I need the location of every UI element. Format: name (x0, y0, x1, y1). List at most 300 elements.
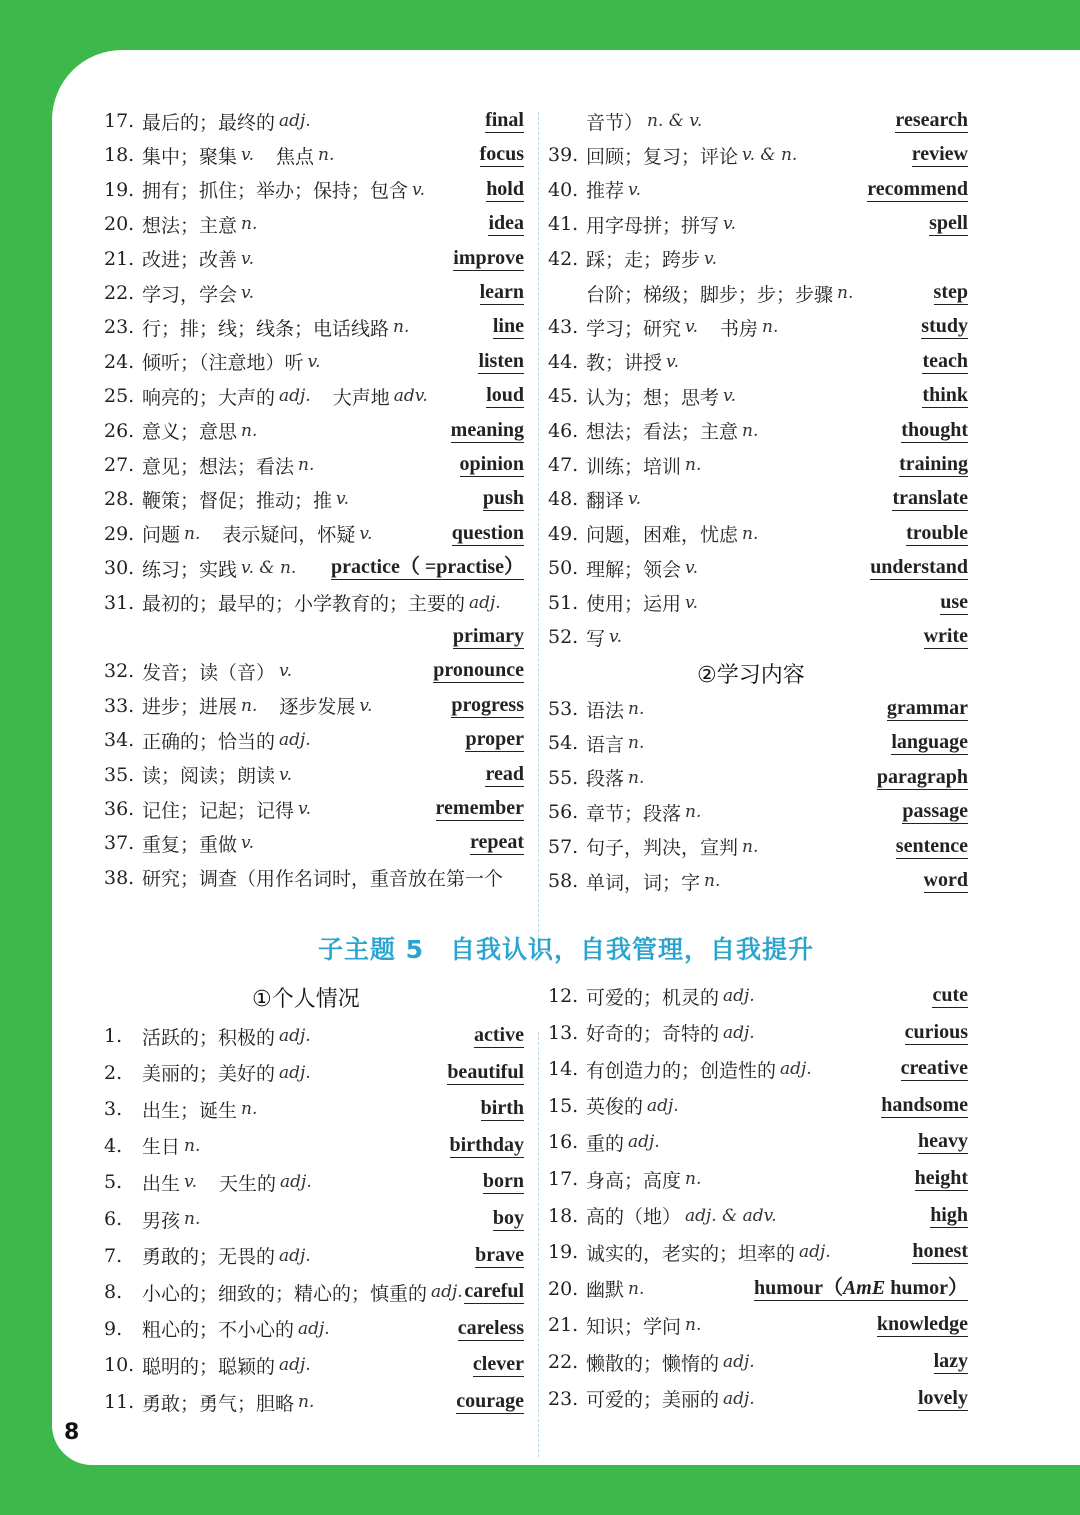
entry-number: 41. (548, 213, 579, 236)
english-word: cute (932, 984, 968, 1006)
part-of-speech: n. (393, 317, 410, 338)
vocab-entry (548, 694, 968, 724)
chinese-meaning: 表示疑问，怀疑 (222, 524, 356, 547)
vocab-entry (104, 278, 524, 308)
vocab-entry (548, 622, 968, 652)
entry-number: 20. (104, 213, 135, 236)
chinese-meaning: 研究；调查（用作名词时，重音放在第一个 (142, 868, 504, 891)
topic-title: 子主题 5 自我认识，自我管理，自我提升 (317, 935, 815, 964)
english-word: word (923, 869, 968, 891)
english-word: passage (902, 800, 968, 823)
part-of-speech: n. (628, 1278, 645, 1299)
english-word: loud (486, 384, 524, 407)
vocab-entry (548, 416, 968, 446)
english-word: heavy (918, 1130, 968, 1153)
part-of-speech: n. (298, 455, 315, 475)
entry-number: 57. (548, 835, 579, 858)
vocab-entry (104, 175, 524, 205)
english-word: brave (475, 1243, 524, 1266)
part-of-speech: v. (723, 386, 737, 407)
entry-number: 10. (104, 1354, 135, 1377)
chinese-meaning: 可爱的；美丽的 (586, 1389, 720, 1412)
english-word: honest (912, 1240, 968, 1263)
part-of-speech: adj. (279, 1026, 311, 1046)
vocab-entry (548, 1384, 968, 1414)
chinese-meaning: 倾听；（注意地）听 (142, 352, 304, 375)
chinese-meaning: 鞭策；督促；推动；推 (142, 489, 333, 512)
chinese-meaning: 用字母拼；拼写 (586, 214, 720, 237)
entry-number: 37. (104, 832, 135, 855)
part-of-speech: v. (241, 248, 255, 269)
vocab-entry (104, 1241, 524, 1271)
page (52, 50, 1080, 1465)
entry-number: 21. (548, 1314, 579, 1337)
part-of-speech: adj. (279, 111, 311, 131)
entry-number: 22. (104, 282, 135, 304)
vocab-entry (104, 1131, 524, 1161)
english-word: use (940, 590, 968, 613)
part-of-speech: adj. (279, 1062, 311, 1083)
vocab-entry (548, 1054, 968, 1084)
chinese-meaning: 认为；想；思考 (586, 386, 720, 409)
english-word: lazy (933, 1350, 968, 1372)
entry-number: 58. (548, 870, 579, 892)
part-of-speech: n. (742, 523, 759, 544)
entry-number: 47. (548, 454, 579, 476)
vocab-entry (104, 760, 524, 790)
column-divider (538, 112, 539, 942)
english-word: push (482, 487, 524, 510)
chinese-meaning: 好奇的；奇特的 (586, 1023, 720, 1046)
english-word: learn (479, 281, 524, 303)
part-of-speech: n. (685, 1315, 702, 1336)
part-of-speech: v. (609, 627, 623, 647)
chinese-meaning: 正确的；恰当的 (142, 730, 276, 753)
vocab-entry (548, 278, 968, 308)
english-word: thought (901, 418, 968, 441)
chinese-meaning: 勇敢的；无畏的 (142, 1246, 276, 1269)
entry-number: 56. (548, 801, 579, 824)
entry-number: 12. (548, 985, 579, 1007)
chinese-meaning: 知识；学问 (586, 1315, 682, 1338)
part-of-speech: n. (184, 1209, 201, 1229)
page-number: 8 (64, 1420, 80, 1445)
english-word: line (492, 315, 524, 338)
vocab-entry (548, 1347, 968, 1377)
vocab-entry (548, 484, 968, 514)
entry-number: 54. (548, 732, 579, 755)
chinese-meaning: 段落 (586, 768, 625, 791)
vocab-entry (548, 347, 968, 377)
entry-number: 1. (104, 1025, 123, 1047)
entry-number: 40. (548, 178, 579, 201)
vocab-entry (548, 140, 968, 170)
vocab-entry (104, 347, 524, 377)
english-word: knowledge (876, 1313, 968, 1336)
entry-number: 55. (548, 766, 579, 789)
chinese-meaning: 单词，词；字 (586, 871, 701, 894)
vocab-entry (548, 209, 968, 239)
english-word: focus (479, 143, 524, 166)
entry-number: 46. (548, 419, 579, 442)
chinese-meaning: 天生的 (219, 1172, 277, 1195)
part-of-speech: adj. (431, 1282, 463, 1303)
vocab-entry (548, 763, 968, 793)
chinese-meaning: 有创造力的；创造性的 (586, 1059, 777, 1082)
entry-number: 5. (104, 1171, 123, 1194)
chinese-meaning: 想法；主意 (142, 214, 238, 237)
part-of-speech: adj. (628, 1132, 660, 1153)
entry-number: 9. (104, 1317, 123, 1340)
part-of-speech: adv. (393, 386, 428, 407)
chinese-meaning: 重复；重做 (142, 833, 238, 856)
english-word: boy (492, 1207, 524, 1229)
english-word: understand (870, 556, 968, 579)
entry-number: 18. (104, 144, 135, 167)
entry-number: 35. (104, 763, 135, 786)
part-of-speech: adj. (723, 1022, 755, 1043)
entry-number: 23. (548, 1387, 579, 1410)
vocab-entry (104, 1094, 524, 1124)
vocab-entry (104, 416, 524, 446)
entry-number: 8. (104, 1281, 123, 1304)
chinese-meaning: 聪明的；聪颖的 (142, 1355, 276, 1378)
entry-number: 17. (104, 110, 135, 132)
entry-number: 53. (548, 698, 579, 720)
part-of-speech: v. (412, 179, 426, 200)
english-word: translate (892, 487, 968, 510)
chinese-meaning: 拥有；抓住；举办；保持；包含 (142, 180, 409, 203)
vocab-entry (548, 1310, 968, 1340)
part-of-speech: adj. (780, 1059, 812, 1080)
chinese-meaning: 教；讲授 (586, 352, 663, 375)
entry-number: 49. (548, 522, 579, 545)
english-word: repeat (469, 831, 524, 854)
chinese-meaning: 大声地 (332, 386, 390, 409)
entry-number: 21. (104, 247, 135, 270)
entry-number: 19. (548, 1241, 579, 1264)
english-word: active (474, 1024, 524, 1046)
entry-number: 51. (548, 591, 579, 614)
entry-number: 29. (104, 522, 135, 545)
english-word: humour（AmE humor） (754, 1276, 968, 1299)
entry-number: 34. (104, 729, 135, 752)
chinese-meaning: 男孩 (142, 1209, 181, 1232)
vocab-entry (548, 1274, 968, 1304)
part-of-speech: n. (685, 802, 702, 823)
part-of-speech: n. (628, 699, 645, 719)
english-word: language (891, 731, 968, 754)
part-of-speech: v. (307, 351, 321, 372)
english-word: handsome (881, 1093, 968, 1116)
part-of-speech: v. (685, 592, 699, 613)
entry-number: 23. (104, 316, 135, 339)
entry-number: 19. (104, 178, 135, 201)
entry-number: 50. (548, 557, 579, 580)
english-word: improve (453, 246, 524, 269)
vocab-entry (104, 484, 524, 514)
part-of-speech: v. & n. (742, 145, 798, 166)
chinese-meaning: 响亮的；大声的 (142, 386, 276, 409)
vocab-entry (548, 450, 968, 480)
chinese-meaning: 音节） (586, 111, 644, 134)
vocab-entry (548, 588, 968, 618)
part-of-speech: n. (742, 836, 759, 857)
chinese-meaning: 意见；想法；看法 (142, 455, 295, 478)
chinese-meaning: 回顾；复习；评论 (586, 145, 739, 168)
english-word: meaning (450, 418, 524, 441)
part-of-speech: n. (318, 145, 335, 166)
part-of-speech: v. (685, 558, 699, 579)
chinese-meaning: 重的 (586, 1132, 625, 1155)
vocab-entry (104, 725, 524, 755)
english-word: recommend (867, 177, 968, 200)
chinese-meaning: 逐步发展 (279, 696, 356, 719)
vocab-entry (104, 381, 524, 411)
part-of-speech: v. (666, 351, 680, 372)
chinese-meaning: 美丽的；美好的 (142, 1063, 276, 1086)
part-of-speech: adj. (279, 386, 311, 407)
entry-number: 6. (104, 1208, 123, 1230)
part-of-speech: v. (298, 799, 312, 819)
entry-number: 18. (548, 1204, 579, 1227)
part-of-speech: n. (628, 733, 645, 754)
chinese-meaning: 出生 (142, 1172, 181, 1195)
subheading-personal: ①个人情况 (252, 987, 360, 1012)
vocab-entry (548, 1164, 968, 1194)
part-of-speech: adj. (280, 1172, 312, 1193)
english-word: write (923, 625, 968, 647)
chinese-meaning: 台阶；梯级；脚步；步；步骤 (586, 283, 834, 306)
vocab-entry (548, 728, 968, 758)
chinese-meaning: 高的（地） (586, 1206, 682, 1229)
part-of-speech: adj. (279, 1245, 311, 1266)
entry-number: 2. (104, 1061, 123, 1084)
part-of-speech: adj. (647, 1095, 679, 1116)
vocab-entry (104, 209, 524, 239)
chinese-meaning: 最初的；最早的；小学教育的；主要的 (142, 593, 466, 616)
chinese-meaning: 踩；走；跨步 (586, 249, 701, 272)
vocab-entry (104, 656, 524, 686)
chinese-meaning: 懒散的；懒惰的 (586, 1352, 720, 1375)
part-of-speech: n. (241, 420, 258, 441)
entry-number: 24. (104, 350, 135, 373)
vocab-entry (548, 381, 968, 411)
part-of-speech: n. & v. (647, 111, 703, 131)
chinese-meaning: 推荐 (586, 180, 625, 203)
english-word: paragraph (876, 765, 968, 788)
vocab-entry (104, 450, 524, 480)
part-of-speech: v. (279, 661, 293, 682)
chinese-meaning: 使用；运用 (586, 593, 682, 616)
english-word: review (911, 143, 968, 166)
part-of-speech: n. (241, 695, 258, 716)
part-of-speech: n. (628, 767, 645, 788)
entry-number: 28. (104, 488, 135, 511)
part-of-speech: v. (241, 283, 255, 303)
english-word: trouble (906, 521, 968, 544)
english-word: clever (472, 1353, 524, 1376)
entry-number: 11. (104, 1391, 135, 1413)
part-of-speech: v. (628, 179, 642, 200)
chinese-meaning: 行；排；线；线条；电话线路 (142, 317, 390, 340)
entry-number: 39. (548, 144, 579, 167)
chinese-meaning: 集中；聚集 (142, 145, 238, 168)
part-of-speech: v. (336, 489, 350, 510)
english-word: height (914, 1167, 968, 1189)
part-of-speech: v. (279, 764, 293, 785)
english-word: idea (488, 212, 524, 235)
part-of-speech: v. (241, 833, 255, 854)
vocab-entry (104, 553, 524, 583)
english-word: creative (900, 1057, 968, 1080)
english-word: opinion (459, 453, 524, 475)
part-of-speech: n. (704, 871, 721, 891)
vocab-entry (548, 981, 968, 1011)
chinese-meaning: 练习；实践 (142, 558, 238, 581)
vocab-entry (104, 140, 524, 170)
chinese-meaning: 进步；进展 (142, 696, 238, 719)
entry-number: 20. (548, 1277, 579, 1300)
chinese-meaning: 书房 (720, 317, 759, 340)
entry-number: 38. (104, 866, 135, 889)
english-word: read (485, 762, 524, 785)
entry-number: 45. (548, 385, 579, 408)
english-word: research (895, 109, 968, 131)
vocab-entry (104, 828, 524, 858)
chinese-meaning: 可爱的；机灵的 (586, 986, 720, 1009)
chinese-meaning: 小心的；细致的；精心的；慎重的 (142, 1282, 428, 1305)
part-of-speech: n. (685, 455, 702, 475)
chinese-meaning: 焦点 (276, 145, 315, 168)
part-of-speech: n. (742, 420, 759, 441)
entry-number: 52. (548, 626, 579, 648)
vocab-entry (548, 175, 968, 205)
chinese-meaning: 勇敢；勇气；胆略 (142, 1392, 295, 1415)
english-word: study (921, 315, 968, 338)
entry-number: 27. (104, 454, 135, 476)
vocab-entry (548, 1201, 968, 1231)
chinese-meaning: 出生；诞生 (142, 1099, 238, 1122)
chinese-meaning: 想法；看法；主意 (586, 421, 739, 444)
part-of-speech: n. (762, 317, 779, 338)
entry-number: 33. (104, 694, 135, 717)
part-of-speech: adj. (799, 1242, 831, 1263)
vocab-entry (104, 691, 524, 721)
entry-number: 22. (548, 1351, 579, 1373)
entry-number: 48. (548, 488, 579, 511)
english-word: courage (456, 1390, 524, 1412)
chinese-meaning: 写 (586, 627, 606, 650)
part-of-speech: adj. (723, 1388, 755, 1409)
english-word: final (485, 109, 524, 131)
part-of-speech: v. (359, 695, 373, 716)
chinese-meaning: 身高；高度 (586, 1169, 682, 1192)
vocab-entry (548, 519, 968, 549)
entry-number: 16. (548, 1131, 579, 1154)
chinese-meaning: 问题 (142, 524, 181, 547)
vocab-entry (104, 312, 524, 342)
entry-number: 31. (104, 591, 135, 614)
chinese-meaning: 粗心的；不小心的 (142, 1319, 295, 1342)
entry-number: 15. (548, 1094, 579, 1117)
chinese-meaning: 问题，困难，忧虑 (586, 524, 739, 547)
english-word: proper (465, 728, 524, 751)
english-word: high (930, 1203, 968, 1226)
english-word: training (899, 453, 968, 475)
english-word: spell (929, 212, 968, 235)
part-of-speech: adj. (723, 986, 755, 1006)
chinese-meaning: 语言 (586, 733, 625, 756)
english-word: question (451, 521, 524, 544)
vocab-entry (548, 553, 968, 583)
vocab-entry (104, 244, 524, 274)
english-word: beautiful (447, 1060, 524, 1083)
english-word: sentence (895, 834, 968, 857)
english-word: teach (922, 349, 968, 372)
vocab-entry (104, 1387, 524, 1417)
part-of-speech: adj. (279, 730, 311, 751)
part-of-speech: v. (723, 214, 737, 235)
chinese-meaning: 英俊的 (586, 1096, 644, 1119)
part-of-speech: adj. (469, 592, 501, 613)
chinese-meaning: 翻译 (586, 489, 625, 512)
english-word: curious (904, 1020, 968, 1043)
vocab-entry (548, 312, 968, 342)
entry-number: 7. (104, 1244, 123, 1267)
chinese-meaning: 句子，判决，宣判 (586, 837, 739, 860)
english-word: lovely (918, 1386, 968, 1409)
english-word: birthday (449, 1133, 524, 1156)
chinese-meaning: 记住；记起；记得 (142, 799, 295, 822)
vocab-entry (548, 866, 968, 896)
english-word: birth (480, 1097, 524, 1120)
chinese-meaning: 活跃的；积极的 (142, 1026, 276, 1049)
subheading-study-content: ②学习内容 (697, 663, 805, 688)
vocab-entry (104, 1021, 524, 1051)
part-of-speech: n. (837, 283, 854, 303)
part-of-speech: v. (184, 1172, 198, 1193)
chinese-meaning: 生日 (142, 1136, 181, 1159)
part-of-speech: v. (359, 523, 373, 544)
entry-number: 3. (104, 1098, 123, 1121)
part-of-speech: adj. (723, 1352, 755, 1372)
chinese-meaning: 读；阅读；朗读 (142, 765, 276, 788)
english-word: pronounce (433, 659, 524, 682)
vocab-entry (104, 794, 524, 824)
entry-number: 32. (104, 660, 135, 683)
english-word: born (482, 1170, 524, 1193)
entry-number: 25. (104, 385, 135, 408)
chinese-meaning: 语法 (586, 699, 625, 722)
part-of-speech: v. & n. (241, 558, 297, 579)
chinese-meaning: 章节；段落 (586, 802, 682, 825)
chinese-meaning: 学习；研究 (586, 317, 682, 340)
entry-number: 42. (548, 247, 579, 270)
part-of-speech: v. (241, 145, 255, 166)
part-of-speech: n. (298, 1392, 315, 1412)
entry-number: 14. (548, 1058, 579, 1081)
vocab-entry (104, 1058, 524, 1088)
part-of-speech: adj. (298, 1318, 330, 1339)
part-of-speech: v. (628, 489, 642, 510)
vocab-entry (548, 832, 968, 862)
part-of-speech: n. (241, 214, 258, 235)
vocab-entry (104, 1350, 524, 1380)
vocab-entry (104, 622, 524, 652)
vocab-entry (104, 1314, 524, 1344)
entry-number: 26. (104, 419, 135, 442)
